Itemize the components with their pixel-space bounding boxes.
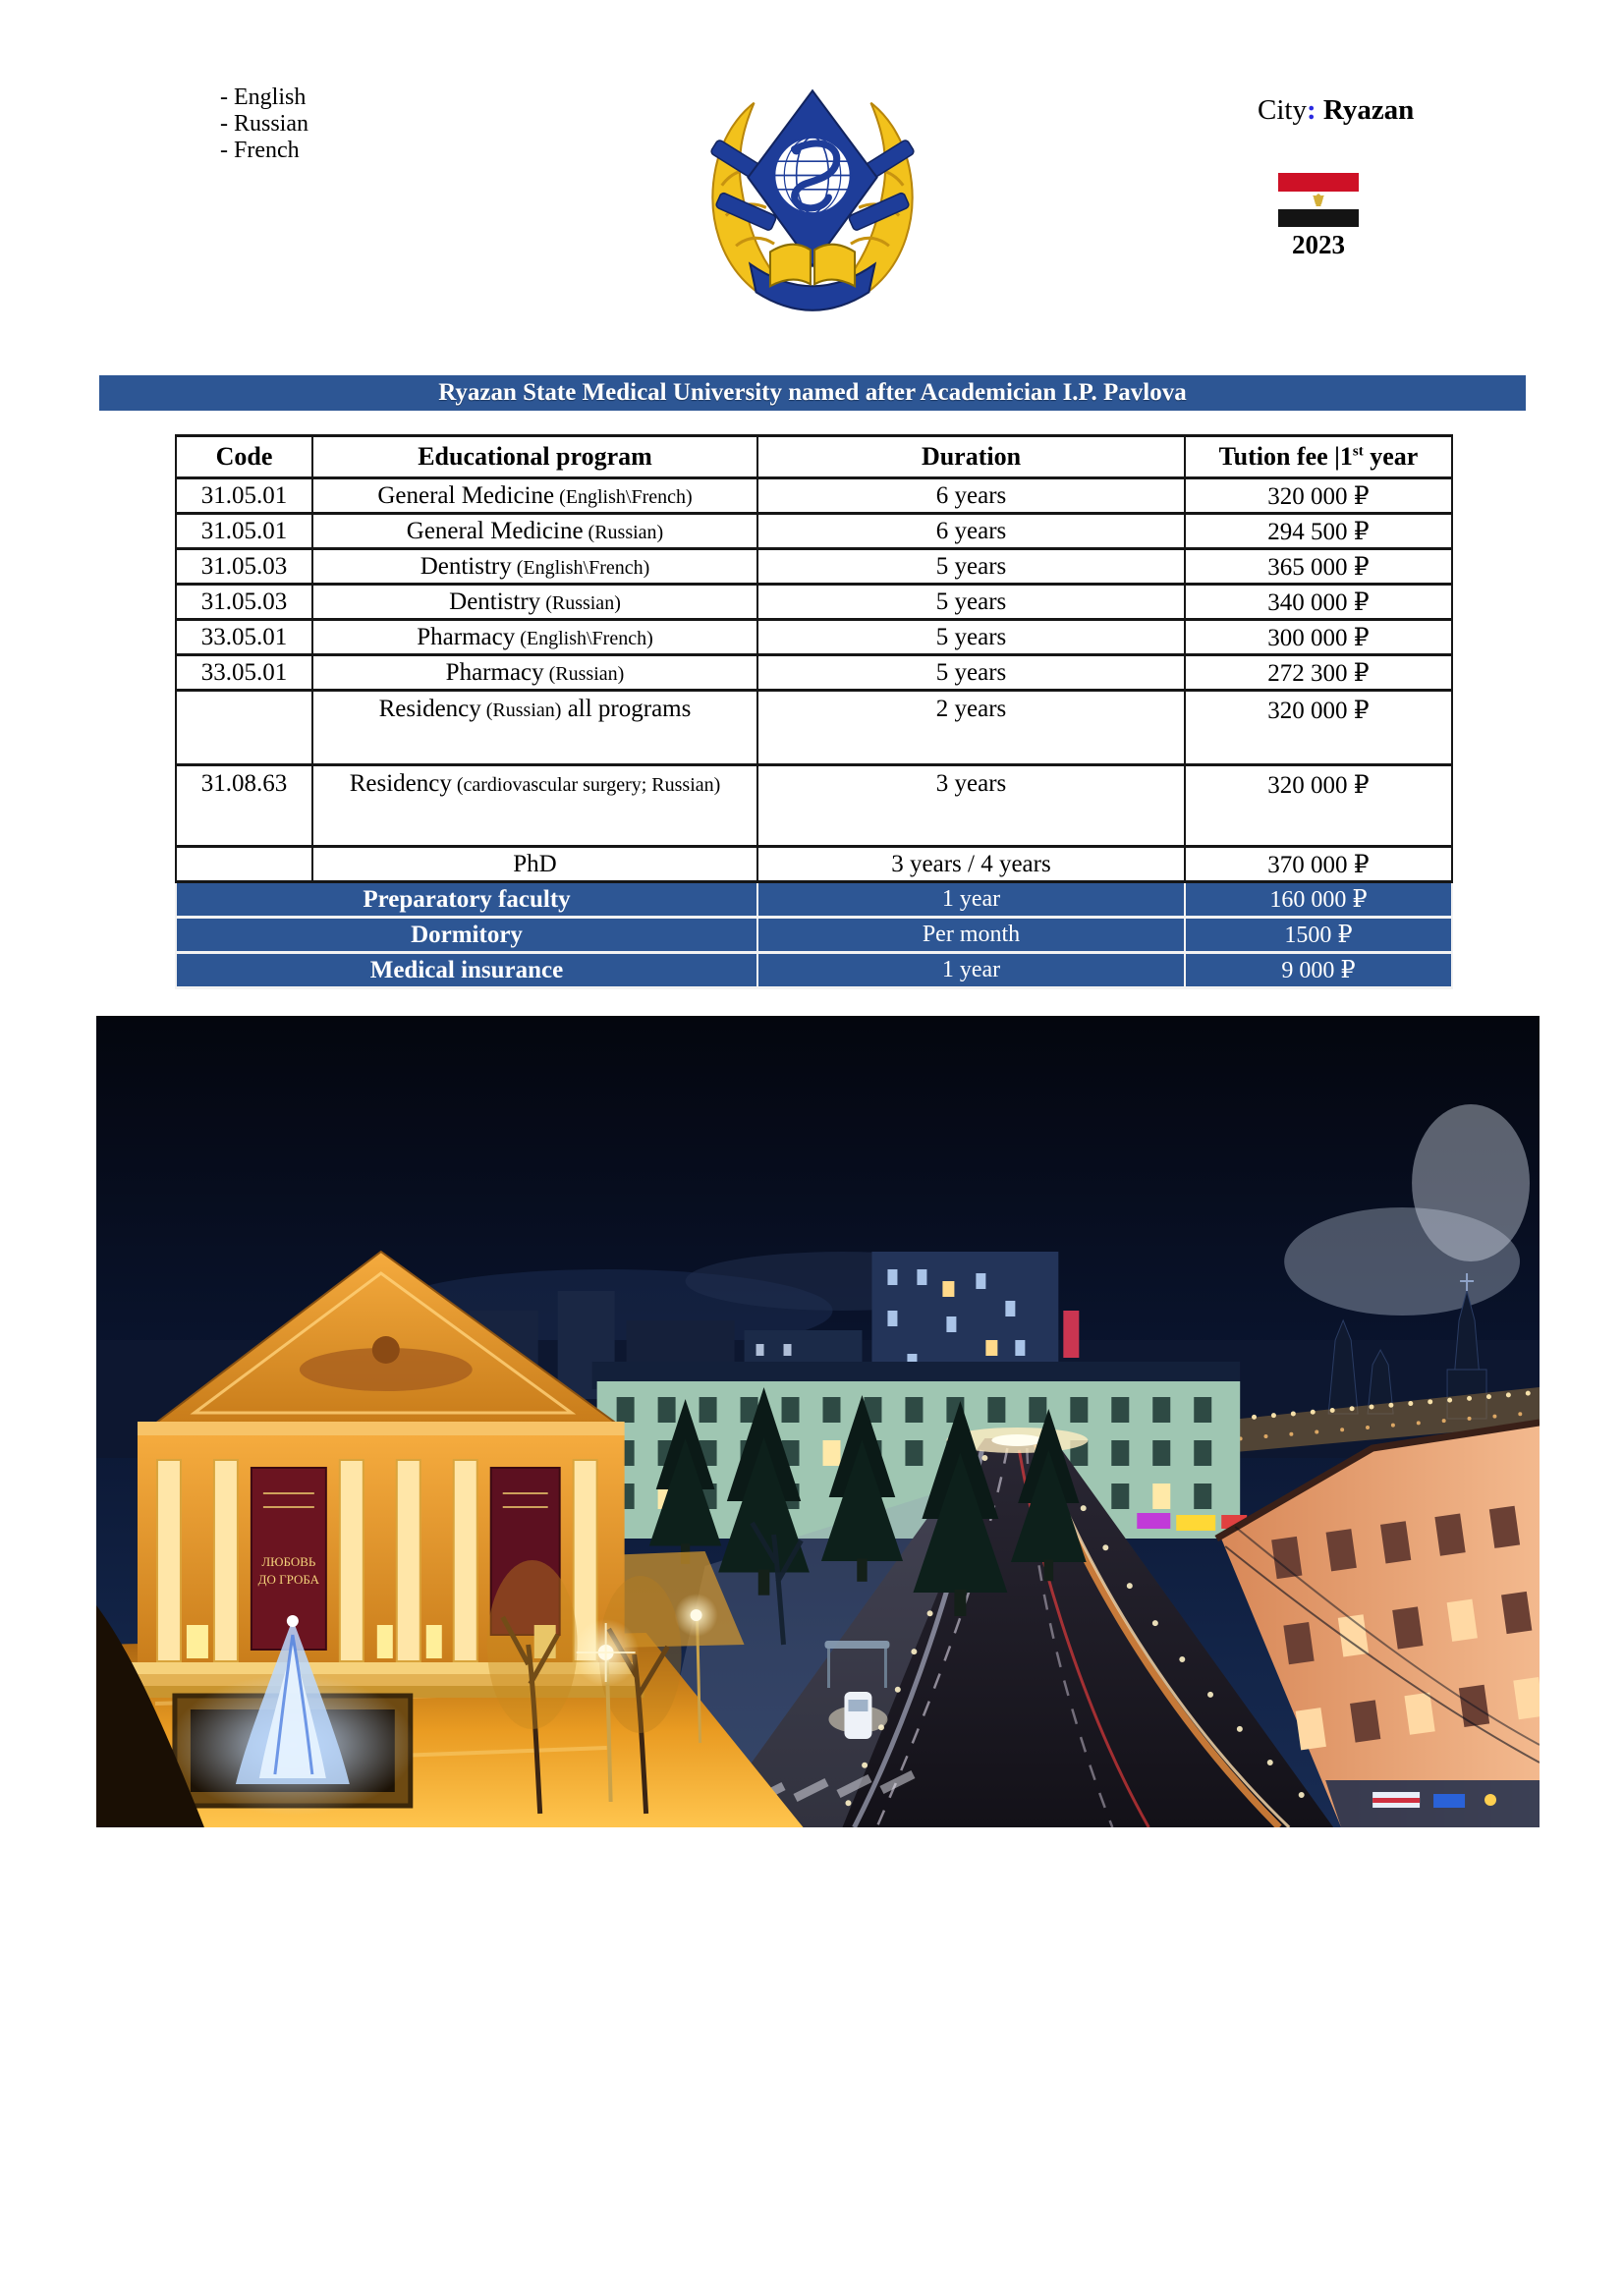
table-header-row	[176, 436, 1452, 478]
table-row: PhD 3 years / 4 years 370 000 ₽	[176, 847, 1452, 882]
university-emblem-icon	[700, 75, 925, 316]
programs-table	[175, 434, 1453, 989]
table-row-highlight: Dormitory Per month 1500 ₽	[176, 918, 1452, 953]
language-item: - Russian	[220, 111, 308, 137]
table-row: 31.08.63 Residency (cardiovascular surgery; Russian) 3 years 320 000 ₽	[176, 765, 1452, 847]
col-program: Educational program	[312, 436, 757, 478]
city-photo	[96, 1016, 1540, 1827]
col-code: Code	[176, 436, 312, 478]
year-label: 2023	[1292, 230, 1345, 259]
table-row: 33.05.01 Pharmacy (English\French) 5 years 300 000 ₽	[176, 620, 1452, 655]
programs-table-wrap	[175, 434, 1451, 989]
col-duration: Duration	[757, 436, 1185, 478]
theater-poster-text: ЛЮБОВЬ	[261, 1553, 316, 1570]
table-row-highlight: Preparatory faculty 1 year 160 000 ₽	[176, 882, 1452, 918]
table-row: 31.05.01 General Medicine (English\French) 6 years 320 000 ₽	[176, 478, 1452, 514]
language-list	[220, 84, 308, 164]
col-fee: Tution fee |1st year	[1185, 436, 1452, 478]
table-row: 31.05.01 General Medicine (Russian) 6 years 294 500 ₽	[176, 514, 1452, 549]
city-label: City	[1258, 94, 1307, 126]
language-item: - French	[220, 138, 300, 163]
city-separator: :	[1306, 94, 1316, 126]
title-banner: Ryazan State Medical University named after Academician I.P. Pavlova	[99, 375, 1526, 411]
table-row: 31.05.03 Dentistry (English\French) 5 years 365 000 ₽	[176, 549, 1452, 585]
theater-poster-text: ДО ГРОБА	[257, 1571, 320, 1588]
city-line	[1258, 94, 1414, 127]
table-row-highlight: Medical insurance 1 year 9 000 ₽	[176, 953, 1452, 988]
table-row: 31.05.03 Dentistry (Russian) 5 years 340 000 ₽	[176, 585, 1452, 620]
table-row: Residency (Russian) all programs 2 years 320 000 ₽	[176, 691, 1452, 765]
table-row: 33.05.01 Pharmacy (Russian) 5 years 272 300 ₽	[176, 655, 1452, 691]
egypt-flag-icon	[1278, 173, 1359, 227]
city-value: Ryazan	[1322, 94, 1415, 126]
language-item: - English	[220, 84, 307, 110]
